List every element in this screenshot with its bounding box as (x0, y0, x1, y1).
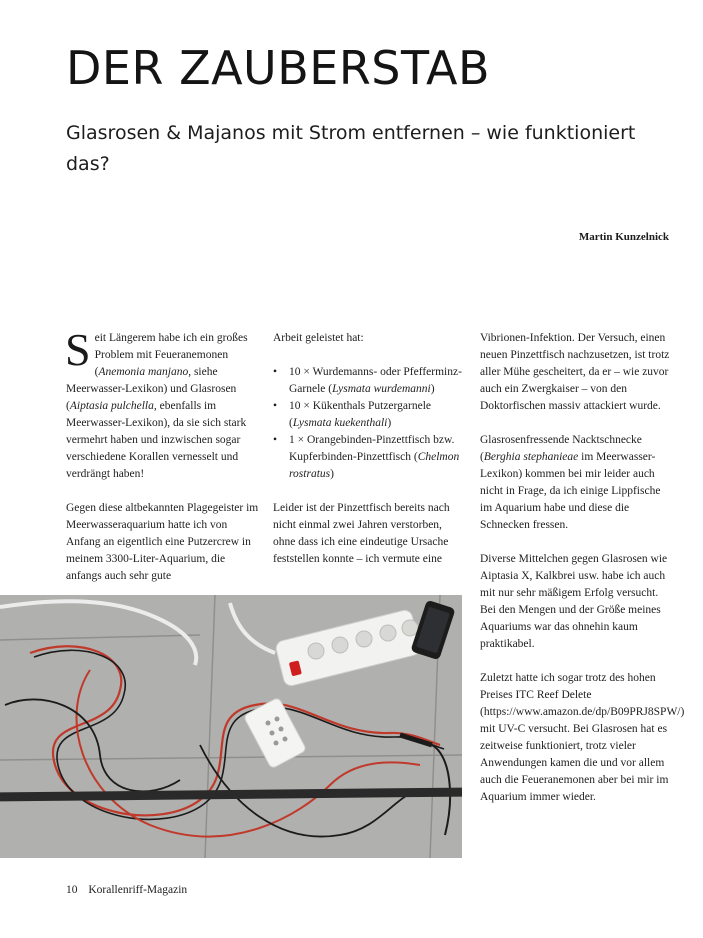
list-intro: Arbeit geleistet hat: (273, 332, 364, 344)
paragraph: Vibrionen-Infektion. Der Versuch, einen neuen Pinzettfisch nachzusetzen, ist trotz aller Mühe gescheitert, da er – wie zuvor auch ein Zwergkaiser – von den Doktorfischen massiv attackiert wurde. (480, 332, 670, 412)
drop-cap: S (65, 324, 91, 375)
list-item: • 10 × Kükenthals Putzergarnele (Lysmata kuekenthali) (273, 398, 467, 432)
magazine-name: Korallenriff-Magazin (88, 884, 188, 896)
text-column-3 (480, 330, 685, 806)
intro-paragraph-text: eit Längerem habe ich ein großes Problem mit Feueranemonen (Anemonia manjano, siehe Meerwasser-Lexikon) und Glasrosen (Aiptasia pulchella, ebenfalls im Meerwasser-Lexikon), da sie sich stark vermehrt haben und inzwischen sogar verschiedene Korallen vernesselt und verdrängt haben! (66, 332, 248, 480)
article-subtitle: Glasrosen & Majanos mit Strom entfernen – wie funktioniert das? (66, 122, 636, 176)
paragraph: Leider ist der Pinzettfisch bereits nach nicht einmal zwei Jahren verstorben, ohne dass ich eine eindeutige Ursache feststellen konnte – ich vermute eine (273, 502, 450, 565)
paragraph: Gegen diese altbekannten Plagegeister im Meerwasseraquarium hatte ich von Anfang an eigentlich eine Putzercrew in meinem 3300-Liter-Aquarium, die anfangs auch sehr gute (66, 502, 259, 582)
page-footer (66, 884, 187, 896)
list-item: • 1 × Orangebinden-Pinzettfisch bzw. Kupferbinden-Pinzettfisch (Chelmon rostratus) (273, 432, 467, 483)
cleaner-crew-list (273, 364, 467, 483)
text-column-2 (273, 330, 467, 568)
paragraph: Glasrosenfressende Nacktschnecke (Berghia stephanieae im Meerwasser-Lexikon) kommen bei mir leider auch nicht in Frage, da ich einige Lippfische im Aquarium habe und diese die Schnecken fressen. (480, 434, 661, 531)
article-photo (0, 595, 462, 858)
article-title: DER ZAUBERSTAB (66, 41, 491, 95)
intro-paragraph (65, 324, 260, 483)
author-name: Martin Kunzelnick (578, 231, 669, 243)
text-column-1 (65, 324, 260, 585)
page-number: 10 (66, 884, 78, 896)
paragraph: Zuletzt hatte ich sogar trotz des hohen Preises ITC Reef Delete (https://www.amazon.de/dp/B09PRJ8SPW/) mit UV-C versucht. Bei Glasrosen hat es zeitweise funktioniert, trotz vieler Anwendungen kamen die und vor allem auch die Feueranemonen aber bei mir im Aquarium immer wieder. (480, 672, 685, 803)
list-item: • 10 × Wurdemanns- oder Pfefferminz-Garnele (Lysmata wurdemanni) (273, 364, 467, 398)
paragraph: Diverse Mittelchen gegen Glasrosen wie Aiptasia X, Kalkbrei usw. habe ich auch mit nur sehr mäßigem Erfolg versucht. Bei den Mengen und der Größe meines Aquariums war das ohnehin kaum praktikabel. (480, 553, 668, 650)
